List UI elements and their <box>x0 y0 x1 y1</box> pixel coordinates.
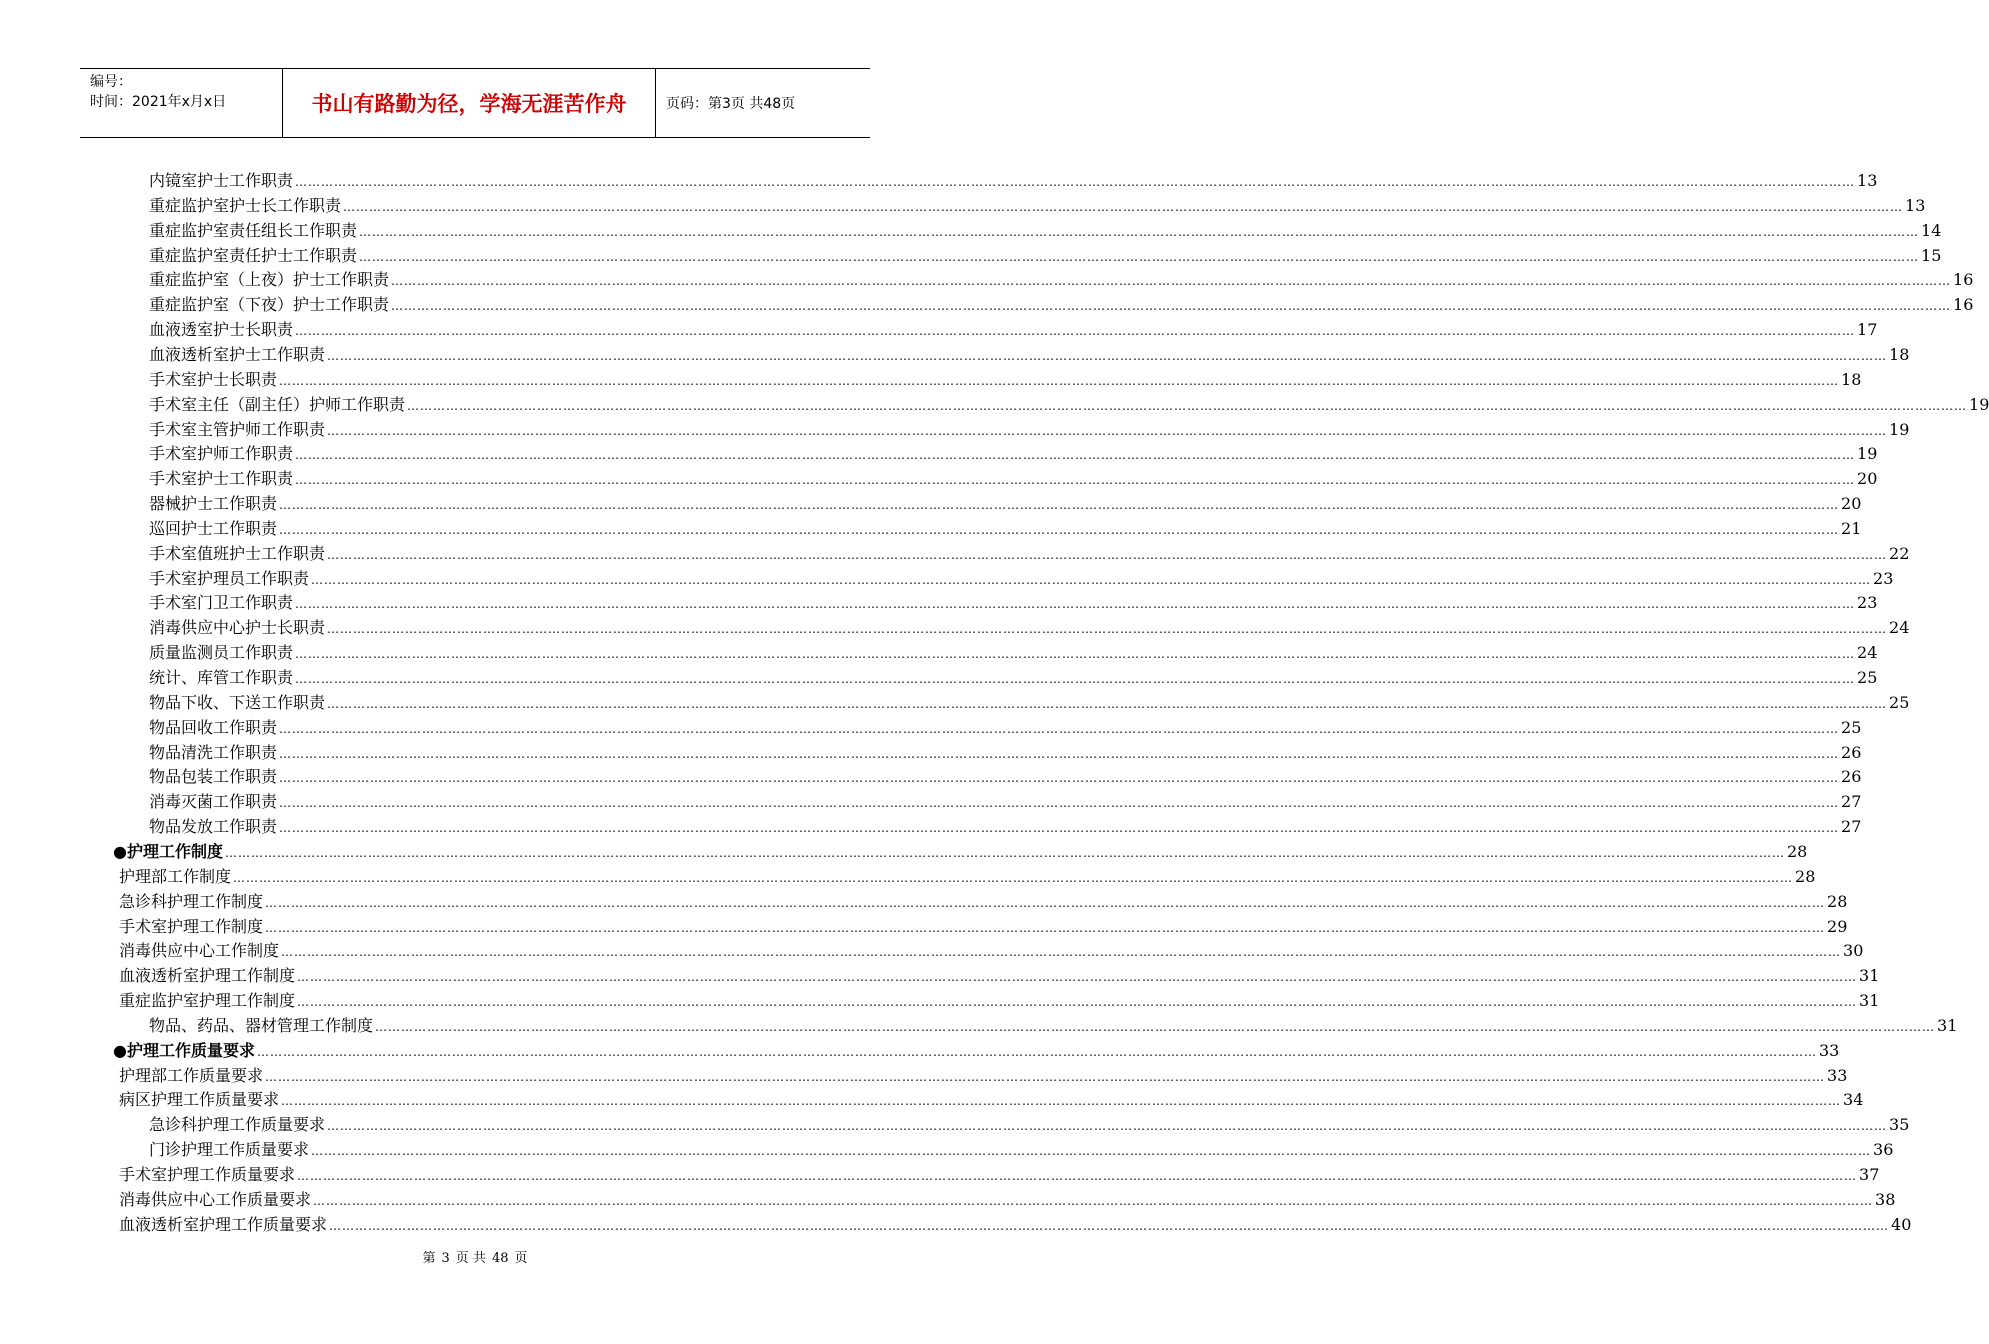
toc-entry-title: 物品下收、下送工作职责 <box>149 692 326 712</box>
toc-entry <box>149 417 1910 442</box>
toc-entry-title: 手术室主管护师工作职责 <box>149 419 326 439</box>
toc-leader-dots: ……………………………………………………………………………………………………………………………………………………………………………………………………………………………………………………………………………………………………………………………… <box>295 448 1856 463</box>
toc-entry <box>119 1162 1880 1187</box>
toc-entry <box>149 168 1878 193</box>
toc-entry-page: 24 <box>1889 618 1910 638</box>
toc-leader-dots: ……………………………………………………………………………………………………………………………………………………………………………………………………………………………………………………………………………………………………………………………… <box>256 1044 1817 1059</box>
toc-entry-title: 物品包装工作职责 <box>149 767 278 787</box>
toc-entry-title: 手术室护理工作质量要求 <box>119 1165 296 1184</box>
toc-entry <box>119 1063 1848 1088</box>
toc-entry-page: 36 <box>1873 1140 1894 1160</box>
footer-prefix: 第 <box>422 1251 436 1266</box>
toc-leader-dots: ……………………………………………………………………………………………………………………………………………………………………………………………………………………………………………………………………………………………………………………………… <box>279 522 1840 537</box>
toc-leader-dots: ……………………………………………………………………………………………………………………………………………………………………………………………………………………………………………………………………………………………………………………………… <box>265 920 1826 935</box>
toc-entry-title: 内镜室护士工作职责 <box>149 171 294 190</box>
time-label: 时间：2021年x月x日 <box>90 94 227 110</box>
toc-entry-page: 16 <box>1953 295 1974 315</box>
toc-entry <box>149 1112 1910 1137</box>
toc-leader-dots: ……………………………………………………………………………………………………………………………………………………………………………………………………………………………………………………………………………………………………………………………… <box>295 672 1856 686</box>
toc-entry-page: 22 <box>1889 543 1910 563</box>
toc-entry-title: 手术室值班护士工作职责 <box>149 543 326 563</box>
toc-entry <box>149 715 1862 740</box>
toc-leader-dots: ……………………………………………………………………………………………………………………………………………………………………………………………………………………………………………………………………………………………………………………………… <box>265 895 1826 910</box>
toc-entry-title: 重症监护室（下夜）护士工作职责 <box>149 295 390 315</box>
toc-entry-page: 31 <box>1859 991 1880 1011</box>
toc-leader-dots: ……………………………………………………………………………………………………………………………………………………………………………………………………………………………………………………………………………………………………………………………… <box>297 1169 1858 1183</box>
toc-entry <box>113 1038 1840 1063</box>
toc-entry-title: 重症监护室（上夜）护士工作职责 <box>149 270 390 290</box>
toc-entry-page: 26 <box>1841 767 1862 787</box>
toc-entry-title: 质量监测员工作职责 <box>149 643 294 663</box>
toc-leader-dots: ……………………………………………………………………………………………………………………………………………………………………………………………………………………………………………………………………………………………………………………………… <box>295 647 1856 662</box>
toc-entry-page: 37 <box>1859 1165 1880 1184</box>
toc-entry <box>149 665 1878 690</box>
toc-entry-page: 33 <box>1827 1065 1848 1085</box>
toc-entry-page: 20 <box>1857 469 1878 489</box>
toc-entry-page: 38 <box>1875 1189 1896 1209</box>
toc-entry-page: 18 <box>1889 344 1910 364</box>
toc-leader-dots: ……………………………………………………………………………………………………………………………………………………………………………………………………………………………………………………………………………………………………………………………… <box>281 945 1842 960</box>
toc-entry-title: 门诊护理工作质量要求 <box>149 1140 310 1160</box>
toc-entry <box>149 566 1894 591</box>
toc-entry-title: 手术室护士工作职责 <box>149 469 294 489</box>
number-label: 编号： <box>90 74 132 90</box>
toc-entry <box>149 640 1878 665</box>
toc-entry <box>149 516 1862 541</box>
toc-entry <box>149 441 1878 466</box>
toc-entry-title: 护理部工作质量要求 <box>119 1065 264 1085</box>
toc-entry-title: 统计、库管工作职责 <box>149 668 294 687</box>
toc-entry <box>149 789 1862 814</box>
toc-entry <box>149 367 1862 392</box>
toc-leader-dots: ……………………………………………………………………………………………………………………………………………………………………………………………………………………………………………………………………………………………………………………………… <box>279 796 1840 811</box>
toc-leader-dots: ……………………………………………………………………………………………………………………………………………………………………………………………………………………………………………………………………………………………………………………………… <box>279 771 1840 786</box>
toc-leader-dots: ……………………………………………………………………………………………………………………………………………………………………………………………………………………………………………………………………………………………………………………………… <box>391 274 1952 289</box>
toc-leader-dots: ……………………………………………………………………………………………………………………………………………………………………………………………………………………………………………………………………………………………………………………………… <box>327 423 1888 438</box>
toc-entry-page: 16 <box>1953 270 1974 290</box>
toc-entry-title: 巡回护士工作职责 <box>149 518 278 538</box>
toc-leader-dots: ……………………………………………………………………………………………………………………………………………………………………………………………………………………………………………………………………………………………………………………………… <box>233 870 1794 885</box>
toc-leader-dots: ……………………………………………………………………………………………………………………………………………………………………………………………………………………………………………………………………………………………………………………………… <box>327 348 1888 363</box>
toc-entry <box>149 615 1910 640</box>
toc-entry <box>149 590 1878 615</box>
toc-entry <box>149 193 1926 218</box>
toc-entry-title: 手术室护师工作职责 <box>149 444 294 464</box>
toc-leader-dots: ……………………………………………………………………………………………………………………………………………………………………………………………………………………………………………………………………………………………………………………………… <box>279 721 1840 736</box>
toc-entry <box>119 1087 1864 1112</box>
toc-entry <box>119 1187 1896 1212</box>
toc-entry <box>149 814 1862 839</box>
toc-entry <box>149 392 1989 417</box>
toc-entry <box>119 938 1864 963</box>
footer-suffix: 页 <box>514 1251 528 1266</box>
footer-page-number: 3 <box>441 1251 450 1266</box>
toc-leader-dots: ……………………………………………………………………………………………………………………………………………………………………………………………………………………………………………………………………………………………………………………………… <box>329 1218 1890 1233</box>
toc-leader-dots: ……………………………………………………………………………………………………………………………………………………………………………………………………………………………………………………………………………………………………………………………… <box>279 746 1840 761</box>
toc-leader-dots: ……………………………………………………………………………………………………………………………………………………………………………………………………………………………………………………………………………………………………………………………… <box>359 249 1920 264</box>
toc-entry-page: 28 <box>1827 891 1848 911</box>
toc-entry-title: 消毒供应中心护士长职责 <box>149 618 326 638</box>
toc-leader-dots: ……………………………………………………………………………………………………………………………………………………………………………………………………………………………………………………………………………………………………………………………… <box>224 845 1785 860</box>
toc-entry-title: 消毒供应中心工作质量要求 <box>119 1189 312 1209</box>
toc-entry <box>149 243 1942 268</box>
toc-leader-dots: ……………………………………………………………………………………………………………………………………………………………………………………………………………………………………………………………………………………………………………………………… <box>295 597 1856 612</box>
toc-entry-page: 28 <box>1786 841 1808 861</box>
toc-entry-page: 19 <box>1889 419 1910 439</box>
footer-mid: 页 共 <box>455 1251 486 1266</box>
toc-leader-dots: ……………………………………………………………………………………………………………………………………………………………………………………………………………………………………………………………………………………………………………………………… <box>295 175 1856 189</box>
toc-leader-dots: ……………………………………………………………………………………………………………………………………………………………………………………………………………………………………………………………………………………………………………………………… <box>265 1069 1826 1084</box>
toc-entry-title: 病区护理工作质量要求 <box>119 1090 280 1110</box>
toc-leader-dots: ……………………………………………………………………………………………………………………………………………………………………………………………………………………………………………………………………………………………………………………………… <box>279 498 1840 513</box>
toc-entry-title: 血液透室护士长职责 <box>149 320 294 340</box>
toc-entry-page: 28 <box>1795 866 1816 886</box>
toc-entry-page: 13 <box>1857 171 1878 190</box>
toc-entry-page: 34 <box>1843 1090 1864 1110</box>
toc-entry-title: 物品、药品、器材管理工作制度 <box>149 1015 374 1035</box>
toc-entry-title: 物品清洗工作职责 <box>149 742 278 762</box>
toc-entry-page: 40 <box>1891 1214 1912 1234</box>
toc-entry-page: 31 <box>1859 966 1880 986</box>
toc-entry-title: 物品发放工作职责 <box>149 817 278 837</box>
toc-entry-title: 急诊科护理工作质量要求 <box>149 1115 326 1135</box>
toc-entry-page: 23 <box>1873 568 1894 588</box>
toc-entry-page: 31 <box>1937 1015 1958 1035</box>
toc-entry-title: 血液透析室护士工作职责 <box>149 344 326 364</box>
toc-entry-page: 13 <box>1905 195 1926 215</box>
toc-entry-page: 20 <box>1841 494 1862 514</box>
toc-entry <box>149 1013 1958 1038</box>
toc-entry <box>119 864 1816 889</box>
toc-entry-page: 15 <box>1921 245 1942 265</box>
toc-entry-title: 重症监护室护士长工作职责 <box>149 195 342 215</box>
toc-entry-title: ●护理工作制度 <box>113 841 223 861</box>
toc-entry-page: 14 <box>1921 220 1942 240</box>
toc-entry <box>119 914 1848 939</box>
toc-entry <box>149 218 1942 243</box>
toc-entry <box>149 764 1862 789</box>
toc-leader-dots: ……………………………………………………………………………………………………………………………………………………………………………………………………………………………………………………………………………………………………………………………… <box>343 199 1904 214</box>
toc-entry <box>149 317 1878 342</box>
toc-entry-page: 35 <box>1889 1115 1910 1135</box>
toc-entry-page: 19 <box>1969 394 1989 414</box>
toc-entry <box>149 292 1974 317</box>
toc-entry-title: 物品回收工作职责 <box>149 717 278 737</box>
toc-entry <box>113 839 1808 864</box>
toc-entry-title: 重症监护室护理工作制度 <box>119 991 296 1011</box>
toc-entry-page: 27 <box>1841 817 1862 837</box>
toc-entry-title: 手术室护士长职责 <box>149 369 278 389</box>
toc-entry-title: 重症监护室责任护士工作职责 <box>149 245 358 265</box>
toc-leader-dots: ……………………………………………………………………………………………………………………………………………………………………………………………………………………………………………………………………………………………………………………………… <box>327 547 1888 562</box>
toc-leader-dots: ……………………………………………………………………………………………………………………………………………………………………………………………………………………………………………………………………………………………………………………………… <box>311 1144 1872 1159</box>
toc-entry <box>149 267 1974 292</box>
toc-entry-title: ●护理工作质量要求 <box>113 1040 255 1060</box>
toc-entry-title: 手术室主任（副主任）护师工作职责 <box>149 394 406 414</box>
toc-entry-page: 25 <box>1857 668 1878 687</box>
toc-entry <box>149 740 1862 765</box>
toc-leader-dots: ……………………………………………………………………………………………………………………………………………………………………………………………………………………………………………………………………………………………………………………………… <box>295 324 1856 339</box>
toc-entry <box>149 1137 1894 1162</box>
toc-entry <box>149 466 1878 491</box>
toc-leader-dots: ……………………………………………………………………………………………………………………………………………………………………………………………………………………………………………………………………………………………………………………………… <box>359 224 1920 239</box>
toc-leader-dots: ……………………………………………………………………………………………………………………………………………………………………………………………………………………………………………………………………………………………………………………………… <box>279 373 1840 388</box>
toc-leader-dots: ……………………………………………………………………………………………………………………………………………………………………………………………………………………………………………………………………………………………………………………………… <box>311 572 1872 587</box>
toc-entry <box>149 342 1910 367</box>
toc-leader-dots: ……………………………………………………………………………………………………………………………………………………………………………………………………………………………………………………………………………………………………………………………… <box>297 970 1858 985</box>
toc-leader-dots: ……………………………………………………………………………………………………………………………………………………………………………………………………………………………………………………………………………………………………………………………… <box>391 299 1952 314</box>
header-motto: 书山有路勤为径，学海无涯苦作舟 <box>283 69 656 137</box>
toc-entry-title: 消毒供应中心工作制度 <box>119 941 280 961</box>
page-footer <box>0 1247 950 1266</box>
toc-entry-page: 19 <box>1857 444 1878 464</box>
toc-entry-title: 手术室门卫工作职责 <box>149 593 294 613</box>
toc-entry <box>149 491 1862 516</box>
toc-entry-title: 急诊科护理工作制度 <box>119 891 264 911</box>
toc-entry-title: 血液透析室护理工作制度 <box>119 966 296 986</box>
toc-entry <box>119 988 1880 1013</box>
toc-entry <box>149 541 1910 566</box>
toc-entry-title: 手术室护理员工作职责 <box>149 568 310 588</box>
toc-leader-dots: ……………………………………………………………………………………………………………………………………………………………………………………………………………………………………………………………………………………………………………………………… <box>327 696 1888 711</box>
header-meta-cell <box>80 69 283 137</box>
toc-entry-page: 29 <box>1827 916 1848 936</box>
toc-entry-title: 重症监护室责任组长工作职责 <box>149 220 358 240</box>
toc-leader-dots: ……………………………………………………………………………………………………………………………………………………………………………………………………………………………………………………………………………………………………………………………… <box>327 622 1888 637</box>
toc-entry <box>119 1212 1912 1237</box>
toc-leader-dots: ……………………………………………………………………………………………………………………………………………………………………………………………………………………………………………………………………………………………………………………………… <box>327 1119 1888 1134</box>
toc-entry-title: 护理部工作制度 <box>119 866 232 886</box>
toc-entry-page: 21 <box>1841 518 1862 538</box>
toc-entry-page: 27 <box>1841 792 1862 812</box>
footer-page-total: 48 <box>491 1251 509 1266</box>
toc-entry-title: 消毒灭菌工作职责 <box>149 792 278 812</box>
toc-entry-page: 24 <box>1857 643 1878 663</box>
toc-entry-page: 25 <box>1841 717 1862 737</box>
toc-entry-page: 30 <box>1843 941 1864 961</box>
toc-entry-page: 18 <box>1841 369 1862 389</box>
toc-leader-dots: ……………………………………………………………………………………………………………………………………………………………………………………………………………………………………………………………………………………………………………………………… <box>295 473 1856 488</box>
toc-entry-page: 23 <box>1857 593 1878 613</box>
toc-leader-dots: ……………………………………………………………………………………………………………………………………………………………………………………………………………………………………………………………………………………………………………………………… <box>281 1094 1842 1109</box>
toc-entry <box>149 690 1910 715</box>
toc-leader-dots: ……………………………………………………………………………………………………………………………………………………………………………………………………………………………………………………………………………………………………………………………… <box>313 1193 1874 1208</box>
header-page-info: 页码：第3页 共48页 <box>666 96 796 112</box>
toc-entry-title: 器械护士工作职责 <box>149 494 278 514</box>
toc-entry-page: 33 <box>1818 1040 1840 1060</box>
toc-entry <box>119 889 1848 914</box>
toc-leader-dots: ……………………………………………………………………………………………………………………………………………………………………………………………………………………………………………………………………………………………………………………………… <box>297 995 1858 1010</box>
toc-entry-page: 25 <box>1889 692 1910 712</box>
toc-leader-dots: ……………………………………………………………………………………………………………………………………………………………………………………………………………………………………………………………………………………………………………………………… <box>375 1019 1936 1034</box>
page-header <box>80 68 870 138</box>
toc-entry-page: 17 <box>1857 320 1878 340</box>
toc-leader-dots: ……………………………………………………………………………………………………………………………………………………………………………………………………………………………………………………………………………………………………………………………… <box>407 398 1968 413</box>
toc-entry-title: 手术室护理工作制度 <box>119 916 264 936</box>
toc-entry-title: 血液透析室护理工作质量要求 <box>119 1214 328 1234</box>
toc-entry-page: 26 <box>1841 742 1862 762</box>
toc-entry <box>119 963 1880 988</box>
toc-leader-dots: ……………………………………………………………………………………………………………………………………………………………………………………………………………………………………………………………………………………………………………………………… <box>279 821 1840 836</box>
